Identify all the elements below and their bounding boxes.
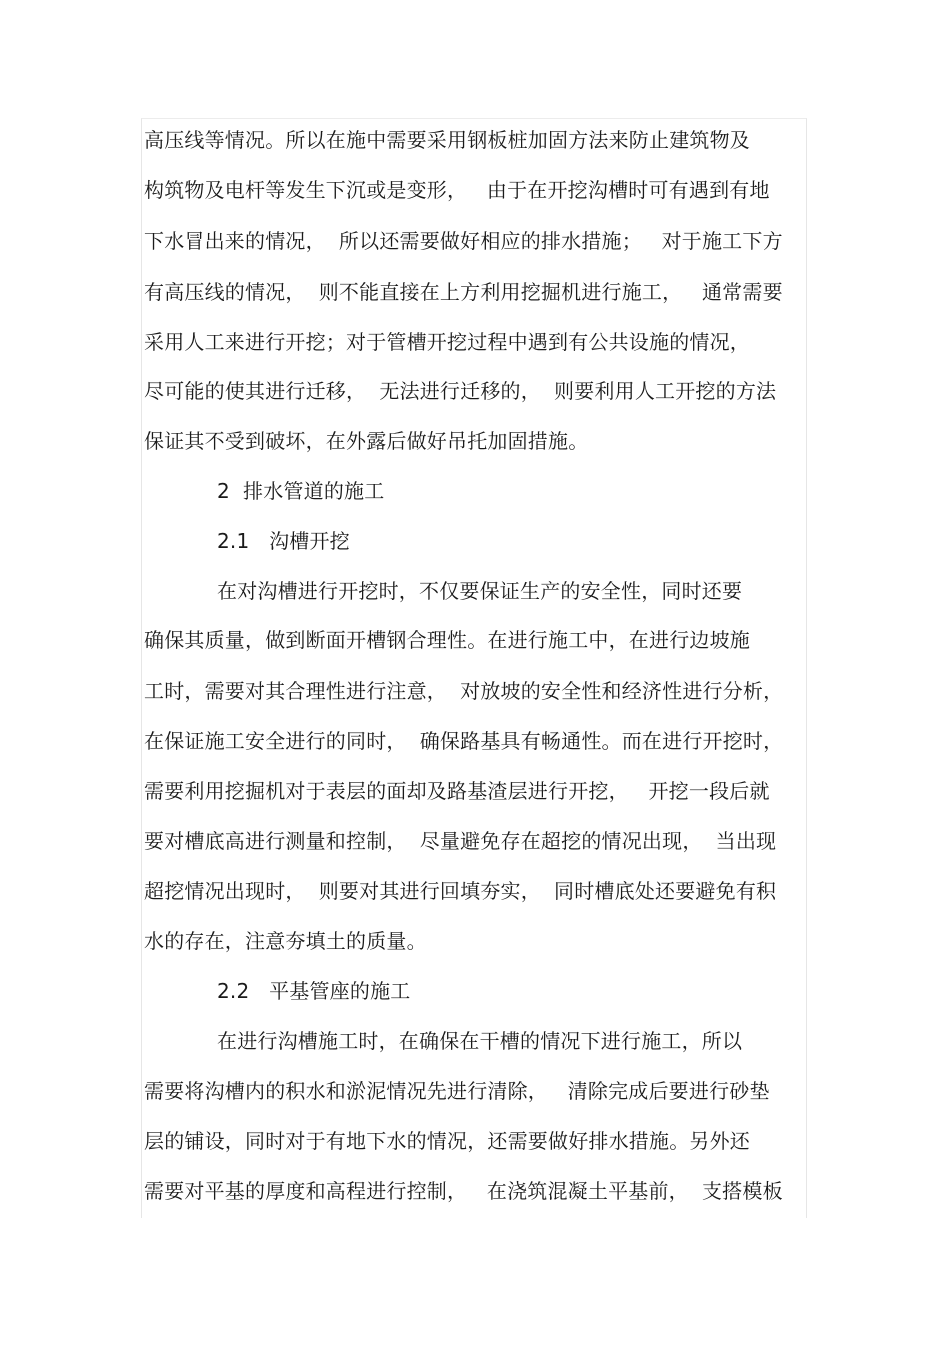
body-text-line: 保证其不受到破坏，在外露后做好吊托加固措施。 (144, 429, 589, 453)
paragraph-first-line: 在对沟槽进行开挖时，不仅要保证生产的安全性，同时还要 (217, 579, 743, 603)
body-text-line: 下水冒出来的情况， 所以还需要做好相应的排水措施； 对于施工下方 (144, 229, 783, 253)
body-text-line: 高压线等情况。所以在施中需要采用钢板桩加固方法来防止建筑物及 (144, 128, 750, 152)
body-text-line: 确保其质量，做到断面开槽钢合理性。在进行施工中，在进行边坡施 (144, 628, 750, 652)
body-text-line: 有高压线的情况， 则不能直接在上方利用挖掘机进行施工， 通常需要 (144, 280, 783, 304)
body-text-line: 需要利用挖掘机对于表层的面却及路基渣层进行开挖， 开挖一段后就 (144, 779, 770, 803)
body-text-line: 采用人工来进行开挖；对于管槽开挖过程中遇到有公共设施的情况， (144, 330, 750, 354)
body-text-line: 要对槽底高进行测量和控制， 尽量避免存在超挖的情况出现， 当出现 (144, 829, 777, 853)
body-text-line: 工时，需要对其合理性进行注意， 对放坡的安全性和经济性进行分析， (144, 679, 784, 703)
body-text-line: 构筑物及电杆等发生下沉或是变形， 由于在开挖沟槽时可有遇到有地 (144, 178, 770, 202)
body-text-line: 超挖情况出现时， 则要对其进行回填夯实， 同时槽底处还要避免有积 (144, 879, 777, 903)
body-text-line: 需要对平基的厚度和高程进行控制， 在浇筑混凝土平基前， 支搭模板 (144, 1179, 783, 1203)
paragraph-first-line: 在进行沟槽施工时，在确保在干槽的情况下进行施工，所以 (217, 1029, 743, 1053)
section-heading: 2 排水管道的施工 (217, 479, 385, 503)
subsection-heading: 2.1 沟槽开挖 (217, 529, 350, 553)
subsection-heading: 2.2 平基管座的施工 (217, 979, 411, 1003)
body-text-line: 在保证施工安全进行的同时， 确保路基具有畅通性。而在进行开挖时， (144, 729, 784, 753)
body-text-line: 水的存在，注意夯填土的质量。 (144, 929, 427, 953)
body-text-line: 需要将沟槽内的积水和淤泥情况先进行清除， 清除完成后要进行砂垫 (144, 1079, 770, 1103)
body-text-line: 层的铺设，同时对于有地下水的情况，还需要做好排水措施。另外还 (144, 1129, 750, 1153)
body-text-line: 尽可能的使其进行迁移， 无法进行迁移的， 则要利用人工开挖的方法 (144, 379, 777, 403)
